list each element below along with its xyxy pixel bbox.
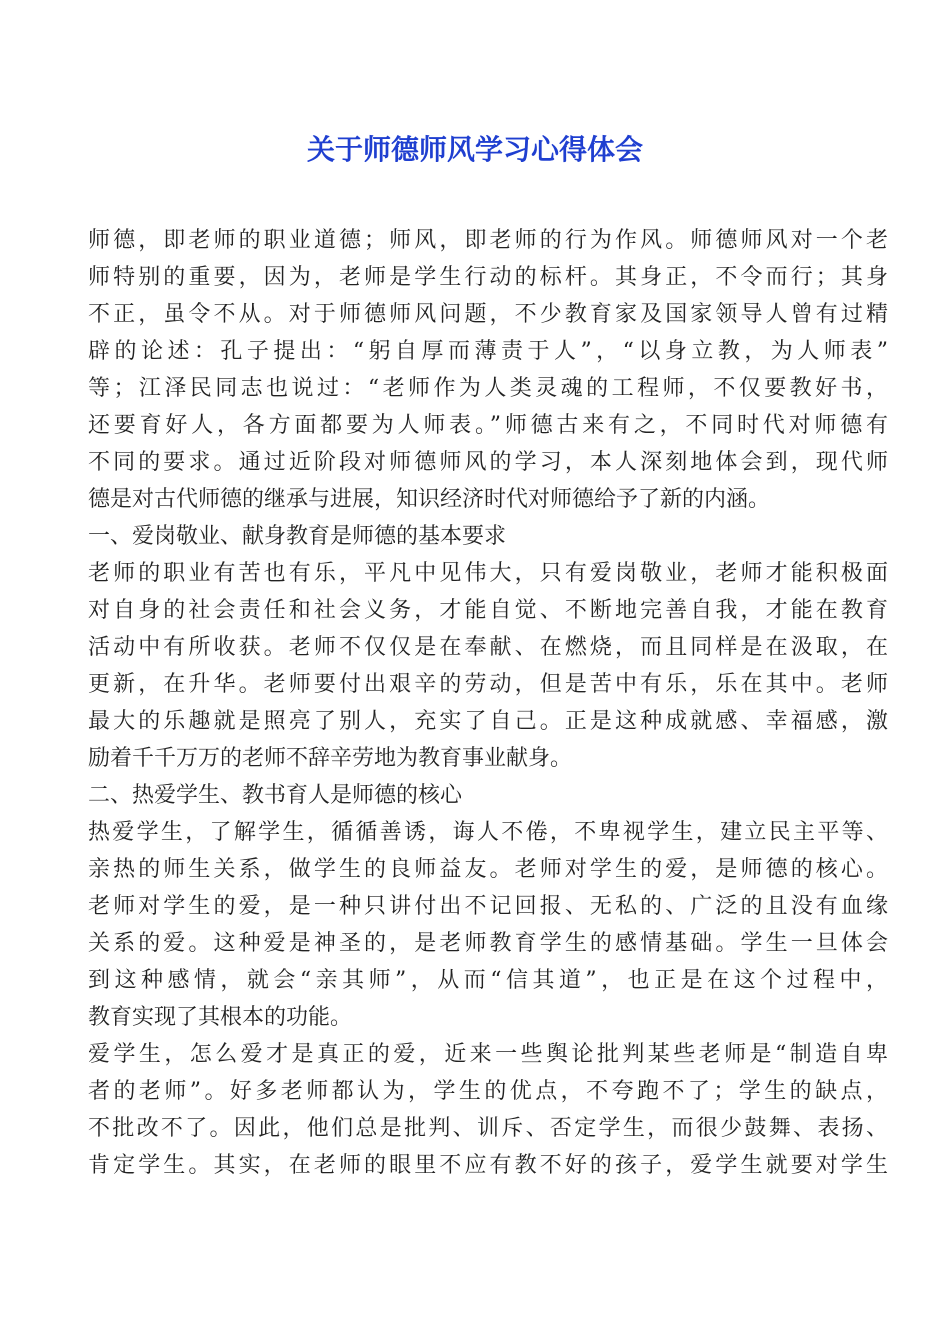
text-line: 励着千千万万的老师不辞辛劳地为教育事业献身。 [88, 746, 573, 771]
text-line: 一、爱岗敬业、献身教育是师德的基本要求 [88, 524, 507, 549]
text-line: 德是对古代师德的继承与进展，知识经济时代对师德给予了新的内涵。 [88, 487, 771, 512]
document-title: 关于师德师风学习心得体会 [306, 133, 643, 166]
text-line: 等；江泽民同志也说过：“老师作为人类灵魂的工程师，不仅要教好书， [88, 376, 888, 401]
text-line: 最大的乐趣就是照亮了别人，充实了自己。正是这种成就感、幸福感，激 [88, 709, 888, 734]
text-line: 师德，即老师的职业道德；师风，即老师的行为作风。师德师风对一个老 [88, 228, 888, 253]
text-line: 活动中有所收获。老师不仅仅是在奉献、在燃烧，而且同样是在汲取，在 [88, 635, 888, 660]
document-body [88, 222, 888, 1184]
text-line: 辟的论述：孔子提出：“躬自厚而薄责于人”，“以身立教，为人师表” [88, 339, 888, 364]
text-line: 二、热爱学生、教书育人是师德的核心 [88, 783, 463, 808]
text-line: 师特别的重要，因为，老师是学生行动的标杆。其身正，不令而行；其身 [88, 265, 888, 290]
text-line: 对自身的社会责任和社会义务，才能自觉、不断地完善自我，才能在教育 [88, 598, 888, 623]
text-line: 老师对学生的爱，是一种只讲付出不记回报、无私的、广泛的且没有血缘 [88, 894, 888, 919]
text-line: 热爱学生，了解学生，循循善诱，诲人不倦，不卑视学生，建立民主平等、 [88, 820, 888, 845]
text-line: 肯定学生。其实，在老师的眼里不应有教不好的孩子，爱学生就要对学生 [88, 1153, 888, 1178]
text-line: 更新，在升华。老师要付出艰辛的劳动，但是苦中有乐，乐在其中。老师 [88, 672, 888, 697]
text-line: 不正，虽令不从。对于师德师风问题，不少教育家及国家领导人曾有过精 [88, 302, 888, 327]
text-line: 还要育好人，各方面都要为人师表。”师德古来有之，不同时代对师德有 [88, 413, 888, 438]
text-line: 老师的职业有苦也有乐，平凡中见伟大，只有爱岗敬业，老师才能积极面 [88, 561, 888, 586]
text-line: 者的老师”。好多老师都认为，学生的优点，不夸跑不了；学生的缺点， [88, 1079, 888, 1104]
text-line: 到这种感情，就会“亲其师”，从而“信其道”，也正是在这个过程中， [88, 968, 888, 993]
text-line: 亲热的师生关系，做学生的良师益友。老师对学生的爱，是师德的核心。 [88, 857, 888, 882]
text-line: 教育实现了其根本的功能。 [88, 1005, 353, 1030]
text-line: 不批改不了。因此，他们总是批判、训斥、否定学生，而很少鼓舞、表扬、 [88, 1116, 888, 1141]
text-line: 爱学生，怎么爱才是真正的爱，近来一些舆论批判某些老师是“制造自卑 [88, 1042, 888, 1067]
text-line: 不同的要求。通过近阶段对师德师风的学习，本人深刻地体会到，现代师 [88, 450, 888, 475]
text-line: 关系的爱。这种爱是神圣的，是老师教育学生的感情基础。学生一旦体会 [88, 931, 888, 956]
